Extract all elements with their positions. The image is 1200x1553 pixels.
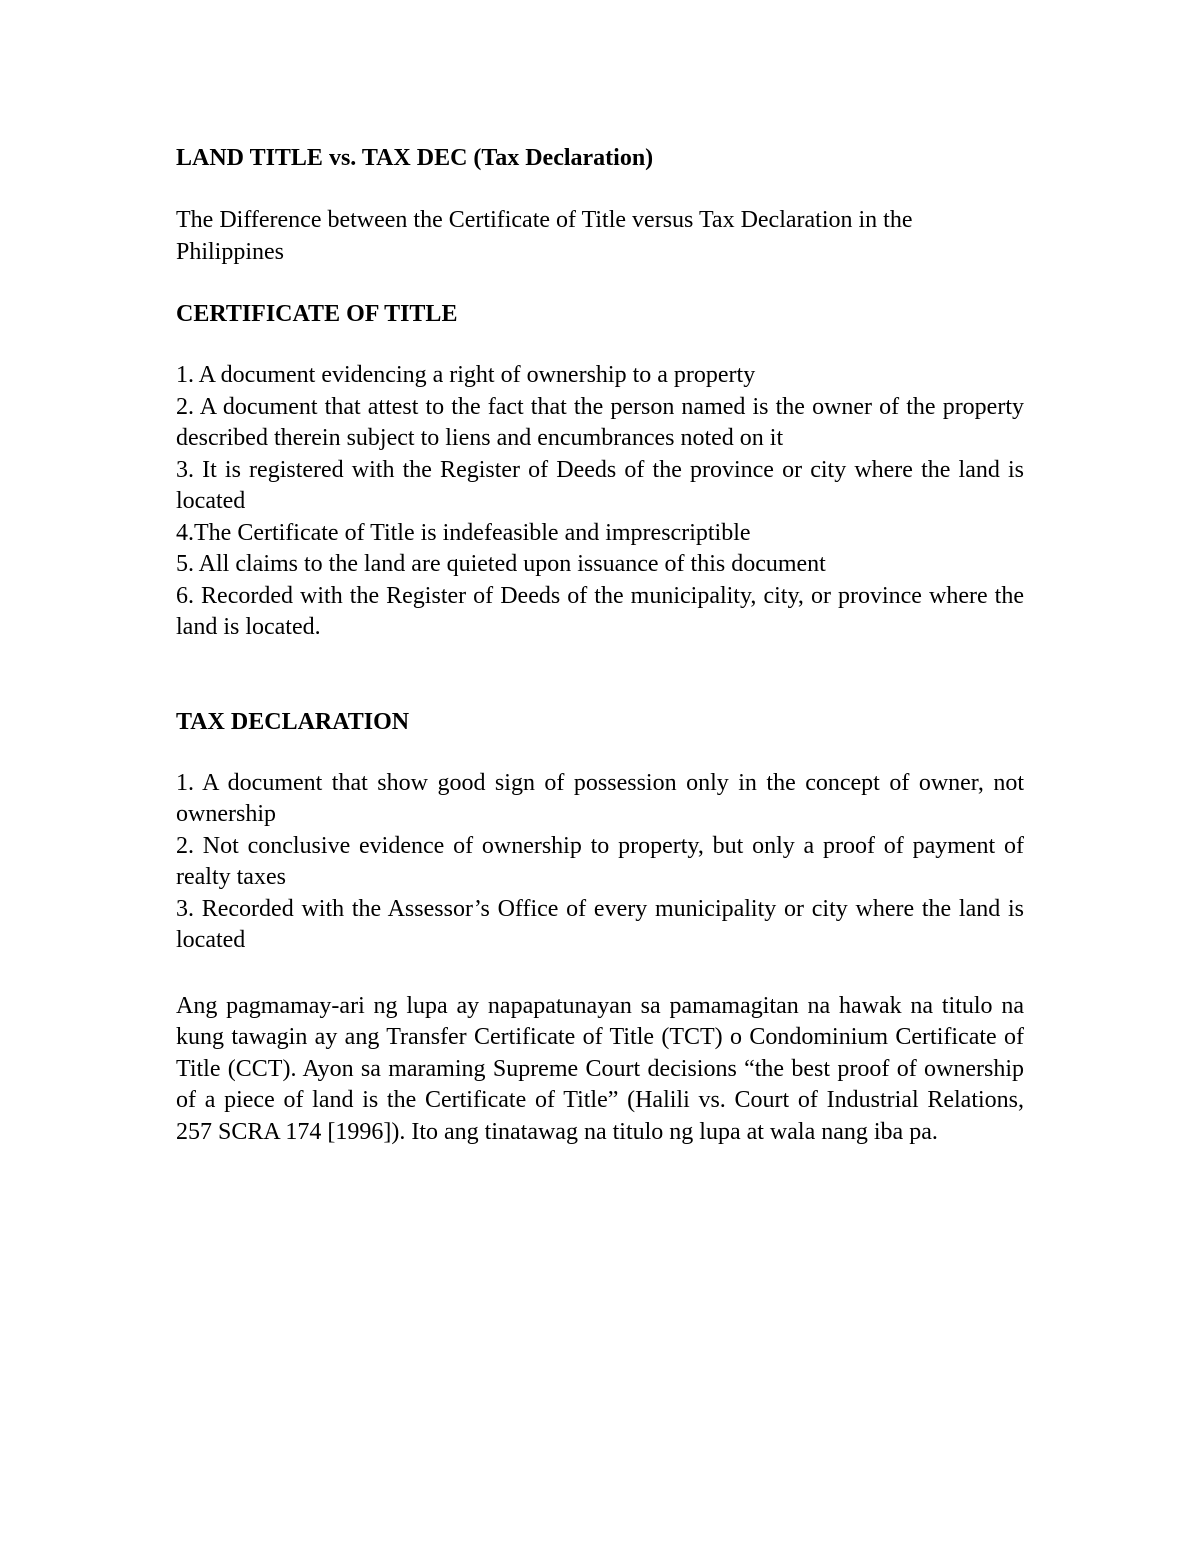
section-heading-tax-declaration: TAX DECLARATION xyxy=(176,708,410,735)
list-item: 1. A document evidencing a right of ownership to a property xyxy=(176,362,756,388)
tax-declaration-list xyxy=(176,768,1024,957)
closing-paragraph: Ang pagmamay-ari ng lupa ay napapatunayan sa pamamagitan na hawak na titulo na kung tawagin ay ang Transfer Certificate of Title (TCT) o Condominium Certificate of Title (CCT). Ayon sa maraming Supreme Court decisions “the best proof of ownership of a piece of land is the Certificate of Title” (Halili vs. Court of Industrial Relations, 257 SCRA 174 [1996]). Ito ang tinatawag na titulo ng lupa at wala nang iba pa. xyxy=(176,992,1024,1145)
document-page xyxy=(176,140,1024,1148)
list-item: 2. A document that attest to the fact that the person named is the owner of the property described therein subject to liens and encumbrances noted on it xyxy=(176,393,1024,451)
certificate-of-title-list xyxy=(176,360,1024,644)
list-item: 4.The Certificate of Title is indefeasible and imprescriptible xyxy=(176,519,751,546)
list-item: 6. Recorded with the Register of Deeds of the municipality, city, or province where the land is located. xyxy=(176,582,1024,640)
list-item: 2. Not conclusive evidence of ownership to property, but only a proof of payment of realty taxes xyxy=(176,832,1024,890)
list-item: 3. It is registered with the Register of Deeds of the province or city where the land is located xyxy=(176,456,1024,514)
document-title: LAND TITLE vs. TAX DEC (Tax Declaration) xyxy=(176,145,654,171)
list-item: 3. Recorded with the Assessor’s Office of every municipality or city where the land is located xyxy=(176,895,1024,953)
section-heading-certificate-of-title: CERTIFICATE OF TITLE xyxy=(176,301,458,327)
list-item: 1. A document that show good sign of possession only in the concept of owner, not ownership xyxy=(176,769,1024,827)
list-item: 5. All claims to the land are quieted upon issuance of this document xyxy=(176,551,826,577)
section-tax-declaration xyxy=(176,706,1024,957)
section-certificate-of-title xyxy=(176,298,1024,644)
document-subtitle: The Difference between the Certificate of Title versus Tax Declaration in the Philippines xyxy=(176,207,913,265)
